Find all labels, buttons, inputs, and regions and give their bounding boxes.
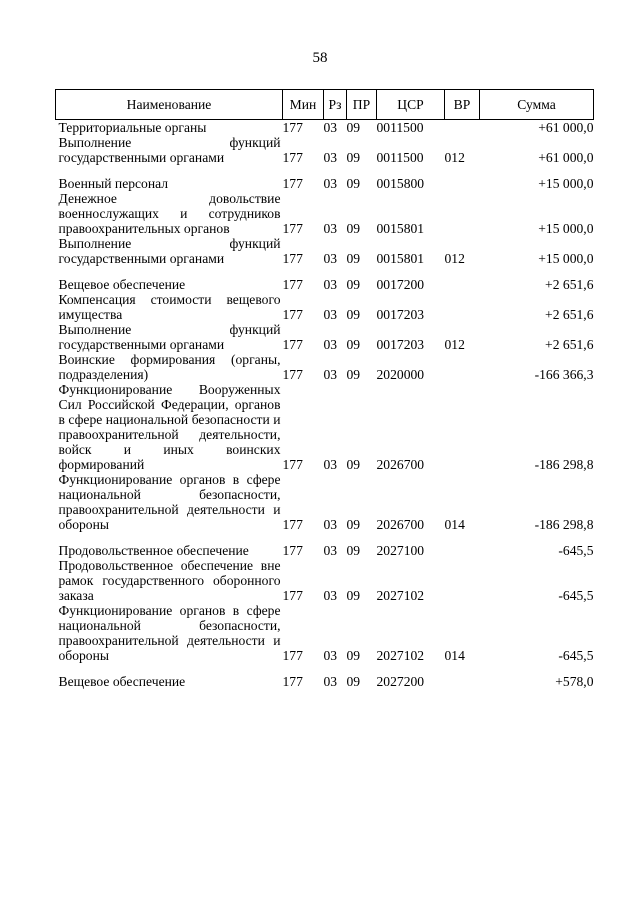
cell-min: 177 — [282, 221, 303, 236]
cell-sum: -186 298,8 — [534, 517, 594, 532]
table-header-row — [56, 90, 594, 120]
header-sum: Сумма — [480, 90, 594, 120]
cell-csr: 0017200 — [376, 277, 425, 292]
table-row — [56, 472, 594, 532]
cell-rz: 03 — [323, 648, 338, 663]
cell-name: Военный персонал — [58, 176, 169, 191]
cell-vr — [445, 191, 480, 236]
table-row — [56, 532, 594, 558]
cell-name: Территориальные органы — [58, 120, 207, 135]
cell-min: 177 — [282, 337, 303, 352]
table-row — [56, 603, 594, 663]
cell-sum: -645,5 — [558, 543, 594, 558]
cell-pr: 09 — [346, 277, 361, 292]
table-row — [56, 120, 594, 136]
cell-pr: 09 — [346, 517, 361, 532]
cell-min: 177 — [282, 674, 303, 689]
cell-csr: 2027102 — [376, 588, 425, 603]
cell-rz: 03 — [323, 588, 338, 603]
cell-csr: 2027102 — [376, 648, 425, 663]
budget-table — [55, 89, 594, 689]
cell-name: Выполнение функций государственными органами — [58, 135, 281, 165]
cell-sum: +15 000,0 — [538, 251, 594, 266]
cell-pr: 09 — [346, 120, 361, 135]
cell-sum: -645,5 — [558, 648, 594, 663]
cell-rz: 03 — [323, 337, 338, 352]
cell-vr — [445, 382, 480, 472]
cell-csr: 0011500 — [376, 150, 424, 165]
cell-rz: 03 — [323, 277, 338, 292]
cell-csr: 2020000 — [376, 367, 425, 382]
cell-sum: +61 000,0 — [538, 150, 594, 165]
cell-sum: +2 651,6 — [545, 337, 594, 352]
cell-csr: 0015801 — [376, 221, 425, 236]
cell-min: 177 — [282, 588, 303, 603]
table-row — [56, 663, 594, 689]
cell-csr: 0015800 — [376, 176, 425, 191]
cell-name: Воинские формирования (органы, подразделения) — [58, 352, 281, 382]
header-pr: ПР — [347, 90, 377, 120]
cell-pr: 09 — [346, 150, 361, 165]
cell-rz: 03 — [323, 367, 338, 382]
cell-vr — [445, 663, 480, 689]
cell-vr: 014 — [444, 517, 465, 532]
cell-pr: 09 — [346, 221, 361, 236]
table-row — [56, 558, 594, 603]
cell-rz: 03 — [323, 543, 338, 558]
cell-sum: +15 000,0 — [538, 176, 594, 191]
cell-name: Функционирование Вооруженных Сил Российской Федерации, органов в сфере национальной безопасности и правоохранительной деятельности, войск и иных воинских формирований — [58, 382, 281, 472]
cell-sum: -186 298,8 — [534, 457, 594, 472]
cell-min: 177 — [282, 307, 303, 322]
cell-rz: 03 — [323, 150, 338, 165]
cell-min: 177 — [282, 543, 303, 558]
cell-name: Вещевое обеспечение — [58, 277, 186, 292]
cell-vr: 012 — [444, 337, 465, 352]
cell-sum: -166 366,3 — [534, 367, 594, 382]
cell-pr: 09 — [346, 251, 361, 266]
cell-min: 177 — [282, 517, 303, 532]
cell-name: Функционирование органов в сфере национальной безопасности, правоохранительной деятельности и обороны — [58, 472, 281, 532]
cell-min: 177 — [282, 176, 303, 191]
cell-pr: 09 — [346, 367, 361, 382]
cell-sum: +15 000,0 — [538, 221, 594, 236]
cell-name: Денежное довольствие военнослужащих и сотрудников правоохранительных органов — [58, 191, 281, 236]
table-row — [56, 135, 594, 165]
cell-vr: 012 — [444, 150, 465, 165]
cell-csr: 2027100 — [376, 543, 425, 558]
header-csr: ЦСР — [377, 90, 445, 120]
cell-sum: +2 651,6 — [545, 307, 594, 322]
table-row — [56, 236, 594, 266]
cell-vr — [445, 558, 480, 603]
cell-name: Компенсация стоимости вещевого имущества — [58, 292, 281, 322]
cell-min: 177 — [282, 648, 303, 663]
cell-vr — [445, 352, 480, 382]
header-rz: Рз — [324, 90, 347, 120]
table-row — [56, 292, 594, 322]
table-row — [56, 382, 594, 472]
header-name: Наименование — [56, 90, 283, 120]
cell-pr: 09 — [346, 674, 361, 689]
cell-vr — [445, 120, 480, 136]
cell-name: Выполнение функций государственными органами — [58, 322, 281, 352]
cell-min: 177 — [282, 277, 303, 292]
cell-csr: 2027200 — [376, 674, 425, 689]
page-number: 58 — [312, 50, 328, 66]
table-row — [56, 165, 594, 191]
cell-name: Продовольственное обеспечение вне рамок государственного оборонного заказа — [58, 558, 281, 603]
cell-vr — [445, 292, 480, 322]
header-min: Мин — [283, 90, 324, 120]
cell-name: Функционирование органов в сфере национальной безопасности, правоохранительной деятельности и обороны — [58, 603, 281, 663]
cell-csr: 2026700 — [376, 457, 425, 472]
cell-rz: 03 — [323, 176, 338, 191]
cell-csr: 0015801 — [376, 251, 425, 266]
cell-rz: 03 — [323, 221, 338, 236]
cell-vr: 014 — [444, 648, 465, 663]
cell-sum: +2 651,6 — [545, 277, 594, 292]
cell-pr: 09 — [346, 457, 361, 472]
cell-rz: 03 — [323, 674, 338, 689]
cell-csr: 0017203 — [376, 337, 425, 352]
cell-rz: 03 — [323, 251, 338, 266]
cell-min: 177 — [282, 150, 303, 165]
cell-min: 177 — [282, 251, 303, 266]
cell-pr: 09 — [346, 176, 361, 191]
cell-vr — [445, 266, 480, 292]
cell-min: 177 — [282, 120, 303, 135]
table-row — [56, 322, 594, 352]
cell-rz: 03 — [323, 457, 338, 472]
cell-rz: 03 — [323, 517, 338, 532]
cell-vr — [445, 165, 480, 191]
cell-name: Продовольственное обеспечение — [58, 543, 249, 558]
cell-csr: 0011500 — [376, 120, 424, 135]
cell-pr: 09 — [346, 307, 361, 322]
cell-name: Выполнение функций государственными органами — [58, 236, 281, 266]
cell-pr: 09 — [346, 543, 361, 558]
cell-csr: 2026700 — [376, 517, 425, 532]
cell-pr: 09 — [346, 648, 361, 663]
cell-vr — [445, 532, 480, 558]
cell-rz: 03 — [323, 120, 338, 135]
cell-rz: 03 — [323, 307, 338, 322]
cell-csr: 0017203 — [376, 307, 425, 322]
cell-pr: 09 — [346, 588, 361, 603]
cell-pr: 09 — [346, 337, 361, 352]
cell-name: Вещевое обеспечение — [58, 674, 186, 689]
cell-min: 177 — [282, 367, 303, 382]
cell-sum: +578,0 — [555, 674, 594, 689]
table-row — [56, 266, 594, 292]
header-vr: ВР — [445, 90, 480, 120]
table-row — [56, 352, 594, 382]
cell-sum: +61 000,0 — [538, 120, 594, 135]
cell-min: 177 — [282, 457, 303, 472]
cell-sum: -645,5 — [558, 588, 594, 603]
cell-vr: 012 — [444, 251, 465, 266]
table-row — [56, 191, 594, 236]
